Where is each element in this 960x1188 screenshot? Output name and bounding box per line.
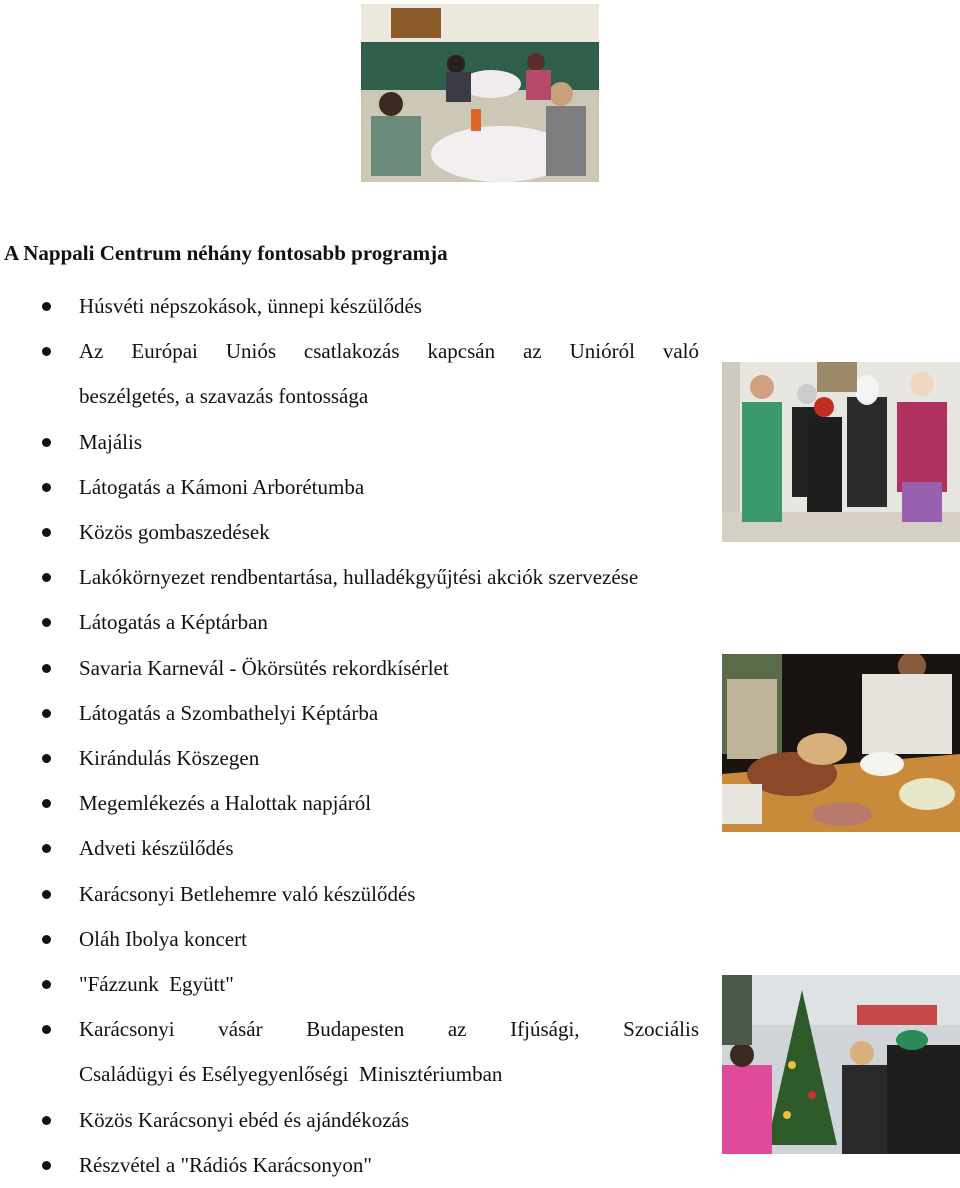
bullet-icon bbox=[42, 799, 51, 808]
list-item: Kirándulás Köszegen bbox=[0, 736, 699, 781]
photo-dining-room bbox=[361, 4, 599, 182]
list-item: Részvétel a "Rádiós Karácsonyon" bbox=[0, 1143, 699, 1188]
list-item: Megemlékezés a Halottak napjáról bbox=[0, 781, 699, 826]
bullet-icon bbox=[42, 980, 51, 989]
list-item: Közös gombaszedések bbox=[0, 510, 699, 555]
bullet-icon bbox=[42, 618, 51, 627]
photo-carnival-costumes bbox=[722, 362, 960, 542]
list-item: "Fázzunk Együtt" bbox=[0, 962, 699, 1007]
section-heading: A Nappali Centrum néhány fontosabb programja bbox=[4, 241, 448, 265]
list-item: Húsvéti népszokások, ünnepi készülődés bbox=[0, 284, 699, 329]
bullet-icon bbox=[42, 709, 51, 718]
bullet-icon bbox=[42, 528, 51, 537]
list-item: Karácsonyi vásár Budapesten az Ifjúsági, Szociális Családügyi és Esélyegyenlőségi Minisztériumban bbox=[0, 1007, 699, 1097]
bullet-icon bbox=[42, 302, 51, 311]
list-item: Karácsonyi Betlehemre való készülődés bbox=[0, 872, 699, 917]
bullet-icon bbox=[42, 890, 51, 899]
list-item: Az Európai Uniós csatlakozás kapcsán az Unióról való beszélgetés, a szavazás fontossága bbox=[0, 329, 699, 419]
bullet-icon bbox=[42, 483, 51, 492]
bullet-icon bbox=[42, 438, 51, 447]
list-item: Látogatás a Képtárban bbox=[0, 600, 699, 645]
list-item: Látogatás a Kámoni Arborétumba bbox=[0, 465, 699, 510]
bullet-icon bbox=[42, 935, 51, 944]
photo-roast-table bbox=[722, 654, 960, 832]
bullet-icon bbox=[42, 1025, 51, 1034]
bullet-icon bbox=[42, 664, 51, 673]
list-item: Majális bbox=[0, 420, 699, 465]
bullet-icon bbox=[42, 754, 51, 763]
bullet-icon bbox=[42, 1161, 51, 1170]
list-item: Adveti készülődés bbox=[0, 826, 699, 871]
bullet-icon bbox=[42, 844, 51, 853]
list-item: Oláh Ibolya koncert bbox=[0, 917, 699, 962]
list-item: Savaria Karnevál - Ökörsütés rekordkísérlet bbox=[0, 646, 699, 691]
bullet-icon bbox=[42, 1116, 51, 1125]
bullet-icon bbox=[42, 573, 51, 582]
photo-christmas-market bbox=[722, 975, 960, 1154]
list-item: Lakókörnyezet rendbentartása, hulladékgyűjtési akciók szervezése bbox=[0, 555, 699, 600]
list-item: Látogatás a Szombathelyi Képtárba bbox=[0, 691, 699, 736]
bullet-icon bbox=[42, 347, 51, 356]
list-item: Közös Karácsonyi ebéd és ajándékozás bbox=[0, 1098, 699, 1143]
program-list bbox=[0, 284, 720, 1188]
